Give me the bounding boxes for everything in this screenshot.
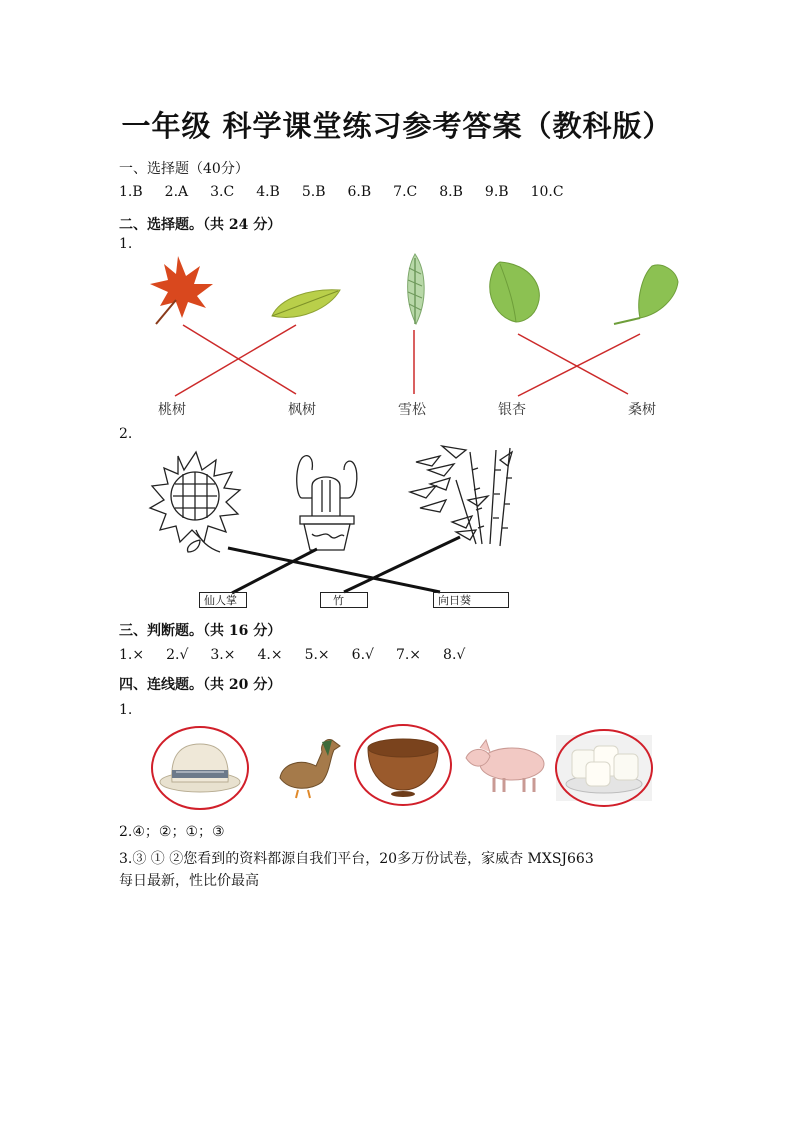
answer-8: 8.B (439, 184, 463, 200)
bowl-icon (355, 725, 451, 805)
answer-6: 6.B (347, 184, 372, 200)
section2-q1-number: 1. (119, 236, 133, 252)
section4-q2-answer: 2.④；②；①；③ (119, 824, 225, 840)
answer-5: 5.B (301, 184, 326, 200)
answer-10: 10.C (530, 184, 564, 200)
section2-heading: 二、选择题。（共 24 分） (119, 217, 282, 233)
answer-9: 9.B (484, 184, 509, 200)
judge-7: 7.× (395, 647, 422, 663)
section1-heading: 一、选择题（40分） (119, 161, 249, 177)
judge-8: 8.√ (443, 647, 466, 663)
judge-5: 5.× (304, 647, 330, 663)
answer-3: 3.C (210, 184, 235, 200)
section4-heading: 四、连线题。（共 20 分） (119, 677, 282, 693)
judge-1: 1.× (119, 647, 145, 663)
label-maple-tree: 枫树 (288, 402, 316, 418)
section4-q3-line1: 3.③ ① ②您看到的资料都源自我们平台，20多万份试卷，家威杏 MXSJ663 (119, 851, 594, 867)
steamed-buns-icon (556, 730, 652, 806)
section4-q1-number: 1. (119, 702, 133, 718)
box-cactus: 仙人掌 (199, 592, 247, 608)
answer-7: 7.C (393, 184, 418, 200)
section3-heading: 三、判断题。（共 16 分） (119, 623, 282, 639)
judge-4: 4.× (257, 647, 283, 663)
duck-icon (280, 740, 340, 798)
answer-1: 1.B (119, 184, 143, 200)
judge-6: 6.√ (351, 647, 374, 663)
judge-3: 3.× (210, 647, 236, 663)
judge-2: 2.√ (166, 647, 189, 663)
section4-q3-line2: 每日最新，性比价最高 (119, 873, 259, 889)
label-peach-tree: 桃树 (158, 402, 186, 418)
label-ginkgo: 银杏 (498, 402, 526, 418)
answer-2: 2.A (164, 184, 189, 200)
pig-icon (466, 740, 544, 792)
label-mulberry: 桑树 (628, 402, 656, 418)
section2-q2-number: 2. (119, 426, 133, 442)
box-bamboo: 竹 (320, 592, 368, 608)
hat-icon (152, 727, 248, 809)
page-title: 一年级 科学课堂练习参考答案（教科版） (121, 109, 673, 143)
box-sunflower: 向日葵 (433, 592, 509, 608)
answer-4: 4.B (256, 184, 280, 200)
label-cedar: 雪松 (398, 402, 426, 418)
